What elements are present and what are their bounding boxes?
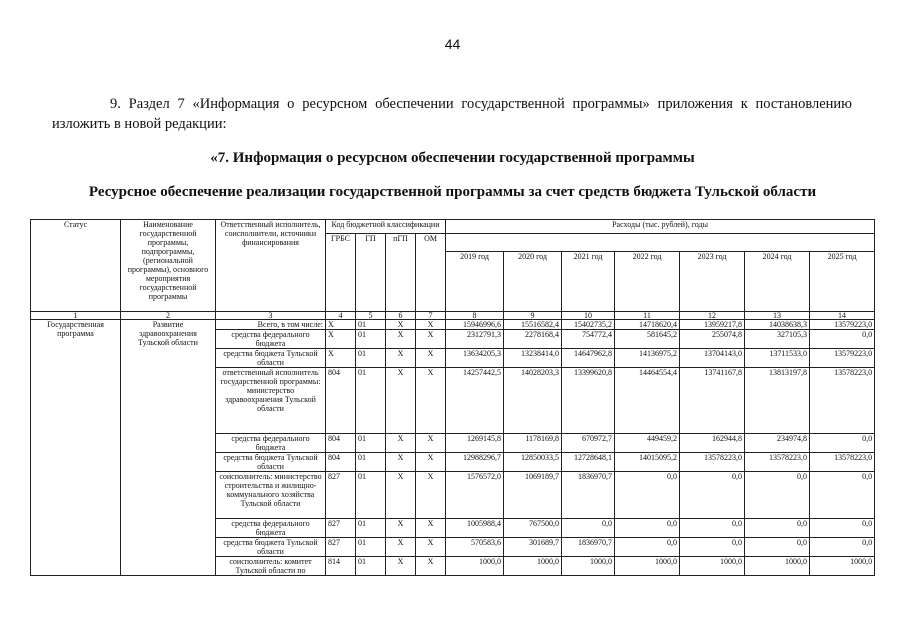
col-index: 4 [326,312,356,320]
col-index: 5 [356,312,386,320]
grbs-cell: 804 [326,453,356,472]
source-label-cell: средства федерального бюджета [216,330,326,349]
header-name: Наименование государственной программы, подпрограммы, (региональной программы), основного мероприятия государственной программы [121,220,216,312]
page-number: 44 [444,36,461,52]
expense-value-cell: 1178169,8 [504,434,562,453]
expense-value-cell: 0,0 [745,538,810,557]
expense-value-cell: 0,0 [810,538,875,557]
header-year: 2024 год [745,252,810,312]
table-heading: Ресурсное обеспечение реализации государственной программы за счет средств бюджета Тульской области [88,184,817,200]
expense-value-cell: 14136975,2 [615,349,680,368]
pgp-cell: Х [386,320,416,330]
header-om: ОМ [416,234,446,312]
status-cell: Государственная программа [31,320,121,576]
expense-value-cell: 1000,0 [562,557,615,576]
expense-value-cell: 13579223,0 [810,349,875,368]
header-pgp: пГП [386,234,416,312]
om-cell: Х [416,519,446,538]
expense-value-cell: 2312791,3 [446,330,504,349]
gp-cell: 01 [356,472,386,519]
expense-value-cell: 0,0 [615,538,680,557]
header-expenses: Расходы (тыс. рублей), годы [446,220,875,234]
header-responsible: Ответственный исполнитель, соисполнители, источники финансирования [216,220,326,312]
expense-value-cell: 162944,8 [680,434,745,453]
expense-value-cell: 14464554,4 [615,368,680,434]
expense-value-cell: 234974,8 [745,434,810,453]
expense-value-cell: 327105,3 [745,330,810,349]
expense-value-cell: 0,0 [680,538,745,557]
gp-cell: 01 [356,557,386,576]
expense-value-cell: 15402735,2 [562,320,615,330]
gp-cell: 01 [356,453,386,472]
expense-value-cell: 1069189,7 [504,472,562,519]
source-label-cell: соисполнитель: комитет Тульской области по [216,557,326,576]
gp-cell: 01 [356,330,386,349]
expense-value-cell: 13711533,0 [745,349,810,368]
gp-cell: 01 [356,320,386,330]
expense-value-cell: 13741167,8 [680,368,745,434]
pgp-cell: Х [386,349,416,368]
table-row [31,320,875,330]
expense-value-cell: 13813197,8 [745,368,810,434]
expense-value-cell: 13578223,0 [810,453,875,472]
col-index: 12 [680,312,745,320]
gp-cell: 01 [356,349,386,368]
grbs-cell: Х [326,349,356,368]
intro-paragraph: 9. Раздел 7 «Информация о ресурсном обеспечении государственной программы» приложения к постановлению изложить в новой редакции: [52,96,852,132]
source-label-cell: средства бюджета Тульской области [216,453,326,472]
expense-value-cell: 13634205,3 [446,349,504,368]
budget-table [30,219,875,576]
expense-value-cell: 1000,0 [615,557,680,576]
col-index: 13 [745,312,810,320]
expense-value-cell: 14028203,3 [504,368,562,434]
expense-value-cell: 14647962,8 [562,349,615,368]
expense-value-cell: 1000,0 [810,557,875,576]
col-index: 9 [504,312,562,320]
pgp-cell: Х [386,330,416,349]
gp-cell: 01 [356,368,386,434]
header-budget-code: Код бюджетной классификации [326,220,446,234]
section-heading: «7. Информация о ресурсном обеспечении государственной программы [210,150,695,166]
expense-value-cell: 1000,0 [680,557,745,576]
gp-cell: 01 [356,538,386,557]
expense-value-cell: 12850033,5 [504,453,562,472]
expense-value-cell: 13578223,0 [745,453,810,472]
col-index: 10 [562,312,615,320]
om-cell: Х [416,538,446,557]
om-cell: Х [416,453,446,472]
expense-value-cell: 0,0 [810,472,875,519]
expense-value-cell: 1005988,4 [446,519,504,538]
col-index: 7 [416,312,446,320]
expense-value-cell: 255074,8 [680,330,745,349]
header-grbs: ГРБС [326,234,356,312]
grbs-cell: 814 [326,557,356,576]
pgp-cell: Х [386,368,416,434]
expense-value-cell: 1000,0 [504,557,562,576]
expense-value-cell: 0,0 [680,519,745,538]
expense-value-cell: 13959217,8 [680,320,745,330]
grbs-cell: 827 [326,519,356,538]
expense-value-cell: 570583,6 [446,538,504,557]
expense-value-cell: 0,0 [745,519,810,538]
om-cell: Х [416,472,446,519]
col-index: 6 [386,312,416,320]
expense-value-cell: 0,0 [562,519,615,538]
expense-value-cell: 13579223,0 [810,320,875,330]
col-index: 8 [446,312,504,320]
expense-value-cell: 1000,0 [745,557,810,576]
expense-value-cell: 0,0 [810,434,875,453]
col-index: 14 [810,312,875,320]
expense-value-cell: 0,0 [615,519,680,538]
pgp-cell: Х [386,557,416,576]
col-index: 2 [121,312,216,320]
grbs-cell: 804 [326,368,356,434]
gp-cell: 01 [356,434,386,453]
header-year: 2023 год [680,252,745,312]
expense-value-cell: 2278168,4 [504,330,562,349]
program-name-cell: Развитие здравоохранения Тульской области [121,320,216,576]
col-index: 11 [615,312,680,320]
expense-value-cell: 13399620,8 [562,368,615,434]
source-label-cell: средства бюджета Тульской области [216,538,326,557]
header-status: Статус [31,220,121,312]
expense-value-cell: 581645,2 [615,330,680,349]
expense-value-cell: 13238414,0 [504,349,562,368]
grbs-cell: 804 [326,434,356,453]
expense-value-cell: 1269145,8 [446,434,504,453]
expense-value-cell: 15946996,6 [446,320,504,330]
expense-value-cell: 1000,0 [446,557,504,576]
expense-value-cell: 13578223,0 [680,453,745,472]
source-label-cell: средства федерального бюджета [216,434,326,453]
expense-value-cell: 449459,2 [615,434,680,453]
expense-value-cell: 670972,7 [562,434,615,453]
expense-value-cell: 0,0 [615,472,680,519]
om-cell: Х [416,349,446,368]
om-cell: Х [416,320,446,330]
grbs-cell: 827 [326,538,356,557]
source-label-cell: ответственный исполнитель государственной программы: министерство здравоохранения Тульской области [216,368,326,434]
expense-value-cell: 12728648,1 [562,453,615,472]
pgp-cell: Х [386,472,416,519]
gp-cell: 01 [356,519,386,538]
source-label-cell: Всего, в том числе: [216,320,326,330]
expense-value-cell: 754772,4 [562,330,615,349]
header-year: 2022 год [615,252,680,312]
expense-value-cell: 14038638,3 [745,320,810,330]
col-index: 3 [216,312,326,320]
expense-value-cell: 14718620,4 [615,320,680,330]
source-label-cell: соисполнитель: министерство строительства и жилищно-коммунального хозяйства Тульской области [216,472,326,519]
expense-value-cell: 1836970,7 [562,472,615,519]
header-year: 2025 год [810,252,875,312]
expense-value-cell: 13578223,0 [810,368,875,434]
grbs-cell: 827 [326,472,356,519]
pgp-cell: Х [386,519,416,538]
expense-value-cell: 13704143,0 [680,349,745,368]
expense-value-cell: 0,0 [810,330,875,349]
expense-value-cell: 14015095,2 [615,453,680,472]
expense-value-cell: 0,0 [810,519,875,538]
header-gp: ГП [356,234,386,312]
om-cell: Х [416,557,446,576]
header-year: 2021 год [562,252,615,312]
expense-value-cell: 15516582,4 [504,320,562,330]
om-cell: Х [416,434,446,453]
col-index: 1 [31,312,121,320]
source-label-cell: средства федерального бюджета [216,519,326,538]
expense-value-cell: 0,0 [745,472,810,519]
table-body [31,320,875,576]
grbs-cell: Х [326,330,356,349]
expense-value-cell: 1576572,0 [446,472,504,519]
header-year: 2020 год [504,252,562,312]
grbs-cell: Х [326,320,356,330]
expense-value-cell: 0,0 [680,472,745,519]
source-label-cell: средства бюджета Тульской области [216,349,326,368]
pgp-cell: Х [386,434,416,453]
pgp-cell: Х [386,453,416,472]
om-cell: Х [416,330,446,349]
header-year: 2019 год [446,252,504,312]
expense-value-cell: 1836970,7 [562,538,615,557]
pgp-cell: Х [386,538,416,557]
expense-value-cell: 301689,7 [504,538,562,557]
expense-value-cell: 14257442,5 [446,368,504,434]
header-spacer [446,234,875,252]
om-cell: Х [416,368,446,434]
expense-value-cell: 12988296,7 [446,453,504,472]
expense-value-cell: 767500,0 [504,519,562,538]
